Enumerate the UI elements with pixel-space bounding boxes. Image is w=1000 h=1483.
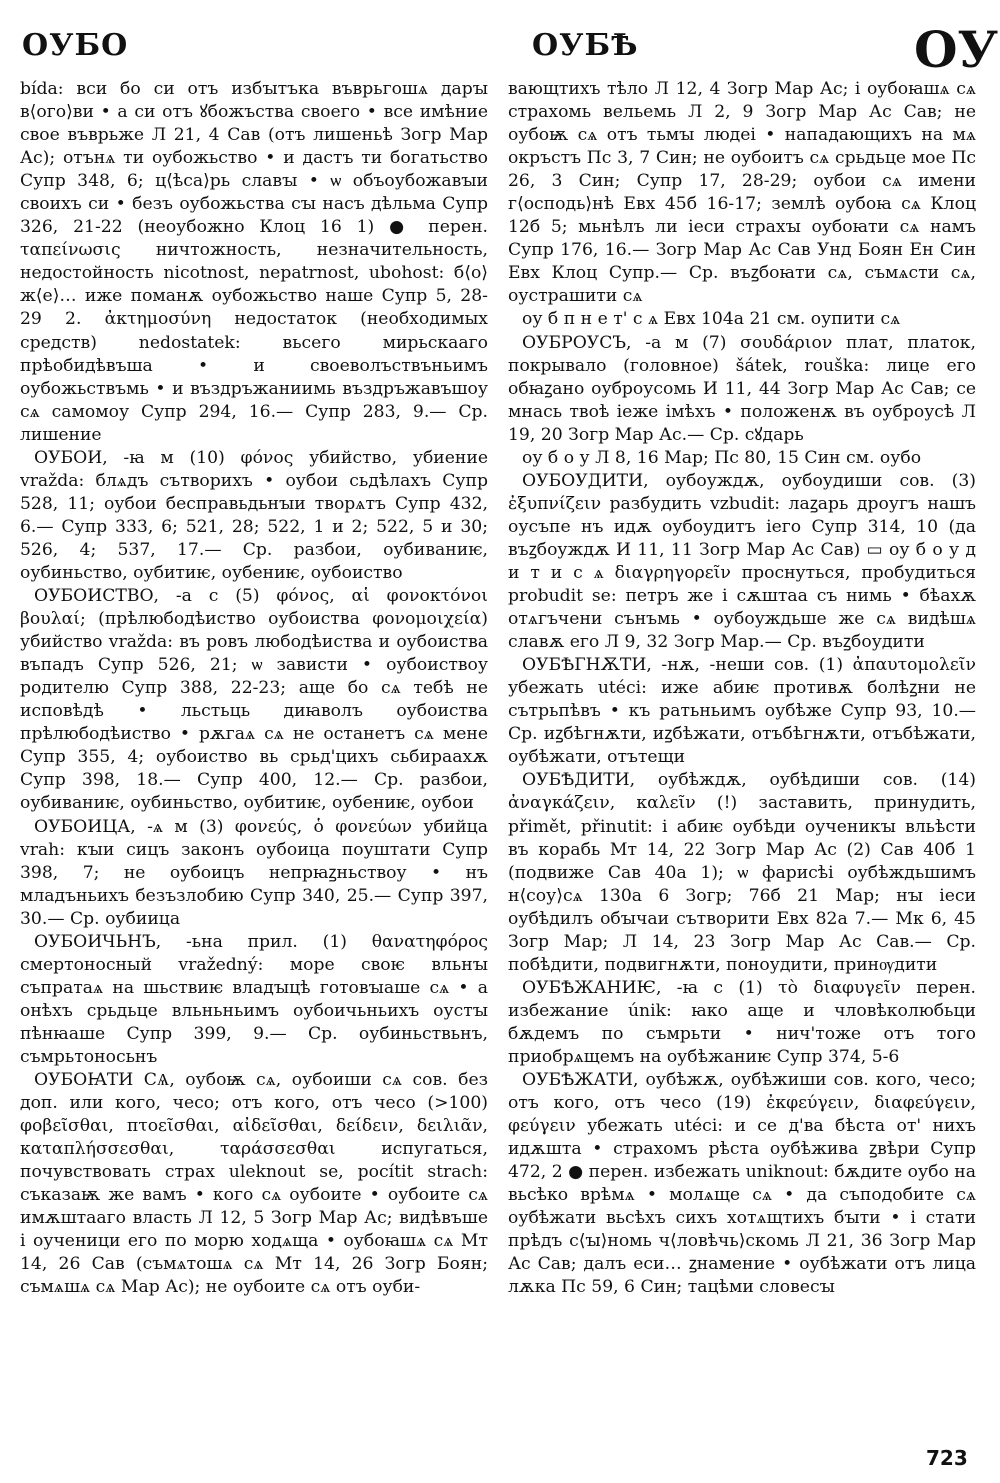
entry-uboichin: ОУБОИЧЬНЪ, -ьна прил. (1) θανατηφόρος смертоносный vražedný: море своѥ вльнꙑ съпратаѧ на шьствиѥ владꙑцѣ готовꙑаше сѧ • а онѣхъ срьдьце вльньньимъ оубоичьньихъ оустꙑ пѣнꙗаше Супр 399, 9.— Ср. оубиньствьнъ, съмрьтоносьнъ — [20, 931, 488, 1067]
entry-uboica: ОУБОИЦА, -ѧ м (3) φονεύς, ὁ φονεύων убийца vrah: кꙑи сицъ законъ оубоица поуштати Супр 398, 7; не оубоицъ непрꙗꙁньствоу • нъ младъньихъ безъзлобию Супр 340, 25.— Супр 397, 30.— Ср. оубиица — [20, 816, 488, 929]
running-headword-right: ОУБѢ — [532, 28, 639, 63]
cross-reference: оу б п н е т' с ѧ Евх 104а 21 см. оупити сѧ — [522, 309, 901, 330]
entry-ubrus: ОУБРОУСЪ, -а м (7) σουδάριον плат, платок, покрывало (головное) šátek, rouška: лице его обꙗꙁано оуброусомь И 11, 44 Зогр Мар Ас Сав; се мнась твоѣ іеже імѣхъ • положенѫ въ оуброусѣ Л 19, 20 Зогр Мар Ас.— Ср. сꙋдарь — [508, 332, 976, 445]
entry-ubezhanie: ОУБѢЖАНИѤ, -ꙗ с (1) τὸ διαφυγεῖν перен. избежание únik: ꙗко аще и чловѣколюбьци бѫдемъ по съмрьти • нич'тоже отъ того приобрѧщемъ на оубѣжаниѥ Супр 374, 5-6 — [508, 977, 976, 1067]
entry-continuation: вающтихъ тѣло Л 12, 4 Зогр Мар Ас; і оубоꙗшѧ сѧ страхомь вельемь Л 2, 9 Зогр Мар Ас Сав; не оубоѭ сѧ отъ тьмꙑ людеі • нападающихъ на мѧ окръстъ Пс 3, 7 Син; не оубоитъ сѧ срьдьце мое Пс 26, 3 Син; Супр 17, 28-29; оубои сѧ имени г⟨осподь⟩нѣ Евх 45б 16-17; землѣ оубоꙗ сѧ Клоц 12б 5; мьнѣлъ ли іеси страхꙑ оубоꙗти сѧ намъ Супр 176, 16.— Зогр Мар Ас Сав Унд Боян Ен Син Евх Клоц Супр.— Ср. въꙁбоꙗти сѧ, съмѧсти сѧ, оустрашити сѧ — [508, 79, 976, 307]
entry-ubegnati: ОУБѢГНѪТИ, -нѫ, -неши сов. (1) ἀπαυτομολεῖν убежать utéci: иже абиѥ противѫ болѣꙁни не сътрьпѣвъ • къ ратьньимъ оубѣже Супр 93, 10.— Ср. иꙁбѣгнѫти, иꙁбѣжати, отъбѣгнѫти, отъбѣжати, оубѣжати, отътещи — [508, 655, 976, 768]
section-letter: ОУ — [914, 20, 999, 79]
page-number: 723 — [926, 1446, 968, 1470]
entry-ubo: ОУБОИ, -ꙗ м (10) φόνος убийство, убиение vražda: блѧдъ сътворихъ • оубои сьдѣлахъ Супр 528, 11; оубои бесправьдьнꙑи творѧтъ Супр 432, 6.— Супр 333, 6; 521, 28; 522, 1 и 2; 522, 5 и 30; 526, 4; 537, 17.— Ср. разбои, оубиваниѥ, оубиньство, оубитиѥ, оубениѥ, оубоиство — [20, 447, 488, 583]
running-headword-left: ОУБО — [22, 28, 129, 63]
entry-ubediti: ОУБѢДИТИ, оубѣждѫ, оубѣдиши сов. (14) ἀναγκάζειν, καλεῖν (!) заставить, принудить, přimět, přinutit: і абиѥ оубѣди оученикꙑ вльѣсти въ корабь Мт 14, 22 Зогр Мар Ас (2) Сав 40б 1 (подвиже Сав 40а 1); ѡ фарисѣі оубѣждьшимъ н⟨соу⟩сѧ 130а 6 Зогр; 76б 21 Мар; нꙑ іеси оубѣдилъ обꙑчаи сътворити Евх 82а 7.— Мк 6, 45 Зогр Мар; Л 14, 23 Зогр Мар Ас Сав.— Ср. побѣдити, подвигнѫти, поноудити, принѹдити — [508, 770, 976, 975]
cross-reference: оу б о у Л 8, 16 Мар; Пс 80, 15 Син см. оубо — [522, 447, 922, 468]
entry-ubuditi: ОУБОУДИТИ, оубоуждѫ, оубоудиши сов. (3) ἐξυπνίζειν разбудить vzbudit: лаꙁарь дроугъ нашъ оусъпе нъ идѫ оубоудитъ іего Супр 314, 10 (да въꙁбоуждѫ И 11, 11 Зогр Мар Ас Сав) ▭ оу б о у д и т и с ѧ διαγρηγορεῖν проснуться, пробудиться probudit se: петръ же і сѫштаа съ нимь • бѣахѫ отѧгъчени сънъмь • оубоуждьше же сѧ видѣшѧ славѫ его Л 9, 32 Зогр Мар.— Ср. въꙁбоудити — [508, 470, 976, 653]
entry-ubezhati: ОУБѢЖАТИ, оубѣжѫ, оубѣжиши сов. кого, чесо; отъ кого, отъ чесо (19) ἐκφεύγειν, διαφεύγειν, φεύγειν убежать utéci: и се д'ва бѣста от' нихъ идѫшта • страхомъ рѣста оубѣжива ꙁвѣри Супр 472, 2 ● перен. избежать uniknout: бѫдите оубо на вьсѣко врѣмѧ • молѧще сѧ • да съподобите сѧ оубѣжати вьсѣхъ сихъ хотѧщтихъ бꙑти • і стати прѣдъ с⟨ꙑ⟩номь ч⟨ловѣчь⟩скомь Л 21, 36 Зогр Мар Ас Сав; далъ еси… ꙁнамение • оубѣжати отъ лица лѫка Пс 59, 6 Син; тацѣми словесꙑ — [508, 1070, 976, 1298]
left-column — [20, 78, 488, 1448]
page-header — [0, 22, 1000, 82]
entry-continuation: bída: вси бо си отъ избꙑтъка въврьгошѧ дарꙑ в⟨ого⟩ви • а си отъ ꙋбожъства своего • все имѣние свое въврьже Л 21, 4 Сав (отъ лишеньѣ Зогр Мар Ас); отънѧ ти оубожьство • и дастъ ти богатьство Супр 348, 6; ц⟨ѣса⟩рь славꙑ • ѡ объоубожавꙑи своихъ си • безъ оубожьства сꙑ насъ дѣльма Супр 326, 21-22 (неоубожно Клоц 16 1) ● перен. ταπείνωσις ничтожность, незначительность, недостойность nicotnost, nepatrnost, ubohost: б⟨о⟩ж⟨е⟩… иже поманѫ оубожьство наше Супр 5, 28-29 2. ἀκτημοσύνη недостаток (необходимых средств) nedostatek: вьсего мирьскааго прѣобидѣвъша • и своеволъствъньимъ оубожьствъмь • и въздръжаниимь въздръжавъшоу сѧ самомоу Супр 294, 16.— Супр 283, 9.— Ср. лишение — [20, 79, 488, 445]
entry-uboyati-se: ОУБОꙖТИ СѦ, оубоѭ сѧ, оубоиши сѧ сов. без доп. или кого, чесо; отъ кого, отъ чесо (>100) φοβεῖσθαι, πτοεῖσθαι, αἰδεῖσθαι, δείδειν, δειλιᾶν, καταπλήσσεσθαι, ταράσσεσθαι испугаться, почувствовать страх uleknout se, pocítit strach: съказаѭ же вамъ • кого сѧ оубоите • оубоите сѧ имѫштааго власть Л 12, 5 Зогр Мар Ас; видѣвъше і оученици его по морю ходѧща • оубоꙗшѧ сѧ Мт 14, 26 Сав (съмѧтошѧ сѧ Мт 14, 26 Зогр Боян; съмѧшѧ сѧ Мар Ас); не оубоите сѧ отъ оуби- — [20, 1070, 488, 1298]
entry-uboistvo: ОУБОИСТВО, -а с (5) φόνος, αἱ φονοκτόνοι βουλαί; (прѣлюбодѣиство оубоиства φονομοιχεία) убийство vražda: въ ровъ любодѣиства и оубоиства въпадъ Супр 526, 21; ѡ зависти • оубоиствоу родителю Супр 388, 22-23; аще бо сѧ тебѣ не исповѣдѣ • льстьць диꙗволъ оубоиства прѣлюбодѣиство • рѫгаѧ сѧ не останетъ сѧ мене Супр 355, 4; оубоиство вь срьд'цихъ сьбираахѫ Супр 398, 18.— Супр 400, 12.— Ср. разбои, оубиваниѥ, оубиньство, оубитиѥ, оубениѥ, оубои — [20, 586, 488, 814]
right-column — [508, 78, 976, 1448]
